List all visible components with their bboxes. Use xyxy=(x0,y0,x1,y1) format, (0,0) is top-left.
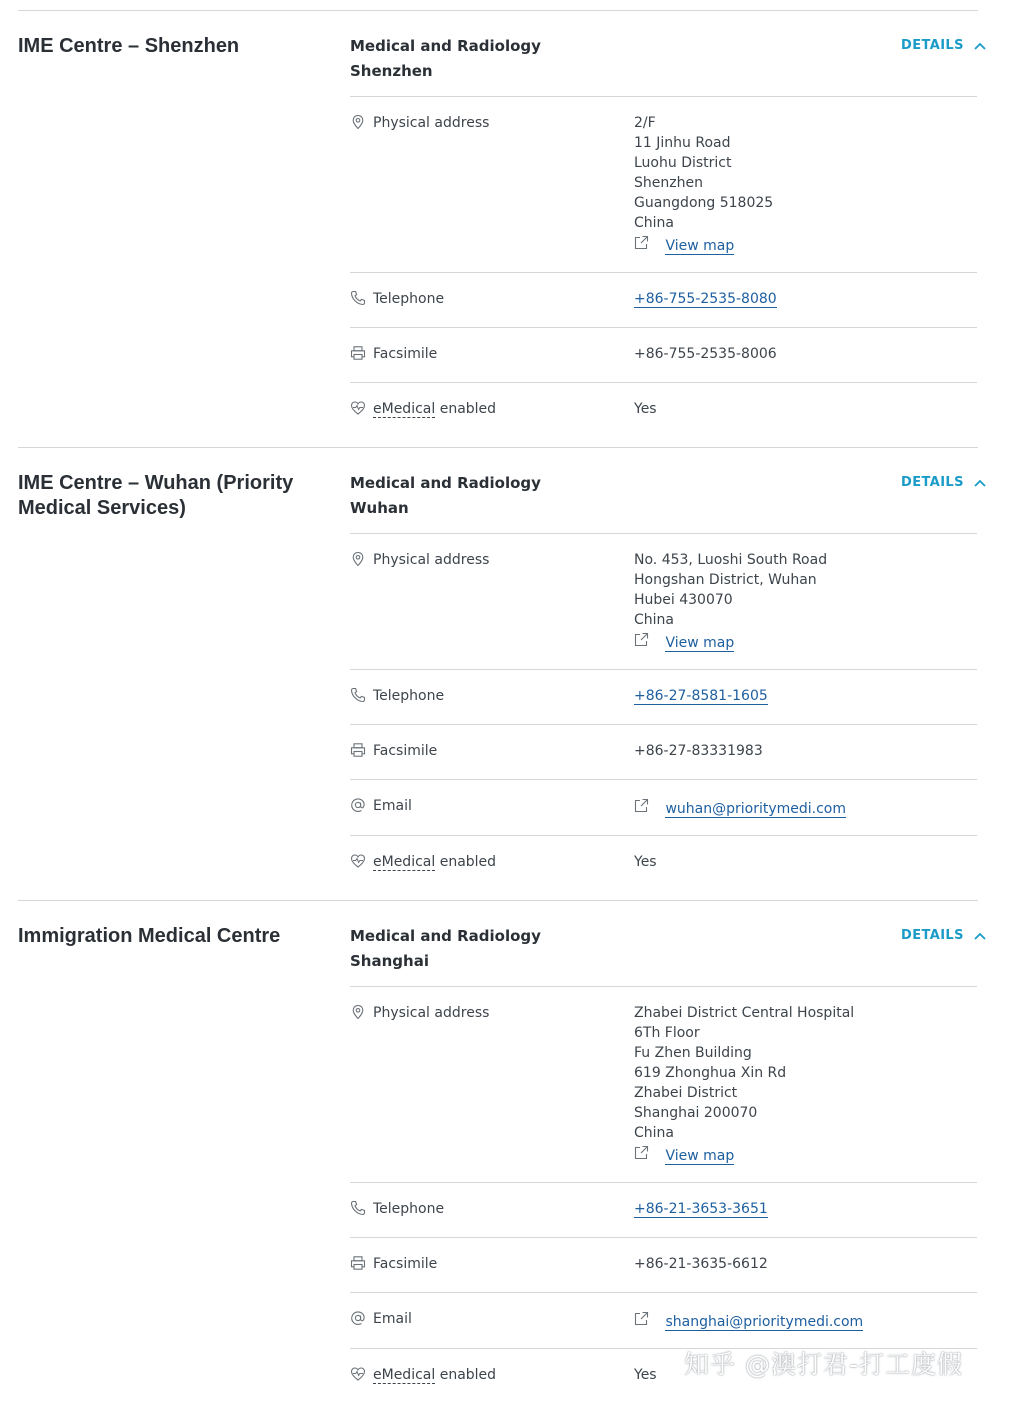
address-line: Fu Zhen Building xyxy=(634,1045,752,1061)
email-row xyxy=(350,1292,977,1348)
watermark: 知乎 @澳打君-打工度假 xyxy=(684,1350,963,1379)
address-value xyxy=(634,550,827,653)
phone-icon xyxy=(350,687,366,703)
view-map-link[interactable]: View map xyxy=(665,238,735,254)
address-line: 11 Jinhu Road xyxy=(634,135,731,151)
fax-label: Facsimile xyxy=(373,743,438,759)
printer-icon xyxy=(350,345,366,361)
address-line: China xyxy=(634,1125,674,1141)
address-line: 6Th Floor xyxy=(634,1025,700,1041)
emedical-suffix: enabled xyxy=(439,854,497,870)
address-line: Zhabei District xyxy=(634,1085,738,1101)
heart-pulse-icon xyxy=(350,400,366,416)
location-pin-icon xyxy=(350,114,366,130)
emedical-value: Yes xyxy=(634,854,657,870)
chevron-up-icon xyxy=(974,42,986,50)
address-row xyxy=(350,986,977,1182)
fax-value: +86-27-83331983 xyxy=(634,743,763,759)
email-link[interactable]: wuhan@prioritymedi.com xyxy=(665,801,846,817)
clinic-services xyxy=(350,34,650,84)
service-type: Medical and Radiology xyxy=(350,927,541,945)
clinic-divider xyxy=(18,447,978,448)
details-label: DETAILS xyxy=(901,475,964,490)
address-line: No. 453, Luoshi South Road xyxy=(634,552,828,568)
email-label: Email xyxy=(373,798,412,814)
clinic-services xyxy=(350,924,650,974)
clinic-name: IME Centre – Wuhan (Priority Medical Services) xyxy=(18,472,294,519)
emedical-abbr[interactable]: eMedical xyxy=(373,1367,436,1383)
emedical-abbr[interactable]: eMedical xyxy=(373,401,436,417)
address-line: 619 Zhonghua Xin Rd xyxy=(634,1065,787,1081)
phone-icon xyxy=(350,290,366,306)
address-row xyxy=(350,96,977,272)
address-label: Physical address xyxy=(373,115,490,131)
details-toggle-button[interactable] xyxy=(901,475,986,490)
telephone-link[interactable]: +86-755-2535-8080 xyxy=(634,291,777,307)
address-line: China xyxy=(634,612,674,628)
fax-row xyxy=(350,1237,977,1292)
emedical-suffix: enabled xyxy=(439,401,497,417)
at-sign-icon xyxy=(350,797,366,813)
fax-value: +86-21-3635-6612 xyxy=(634,1256,768,1272)
telephone-row xyxy=(350,272,977,327)
fax-label: Facsimile xyxy=(373,346,438,362)
details-toggle-button[interactable] xyxy=(901,38,986,53)
phone-icon xyxy=(350,1200,366,1216)
address-line: Luohu District xyxy=(634,155,732,171)
chevron-up-icon xyxy=(974,932,986,940)
printer-icon xyxy=(350,1255,366,1271)
clinic-divider xyxy=(18,900,978,901)
details-label: DETAILS xyxy=(901,38,964,53)
emedical-abbr[interactable]: eMedical xyxy=(373,854,436,870)
address-line: 2/F xyxy=(634,115,656,131)
emedical-value: Yes xyxy=(634,1367,657,1383)
fax-row xyxy=(350,724,977,779)
emedical-suffix: enabled xyxy=(439,1367,497,1383)
external-link-icon xyxy=(634,235,649,250)
address-value xyxy=(634,113,773,256)
address-line: Zhabei District Central Hospital xyxy=(634,1005,855,1021)
external-link-icon xyxy=(634,632,649,647)
emedical-row xyxy=(350,382,977,447)
email-row xyxy=(350,779,977,835)
clinic-name: IME Centre – Shenzhen xyxy=(18,35,240,57)
telephone-link[interactable]: +86-27-8581-1605 xyxy=(634,688,768,704)
clinic-services xyxy=(350,471,650,521)
service-type: Medical and Radiology xyxy=(350,474,541,492)
address-line: China xyxy=(634,215,674,231)
telephone-label: Telephone xyxy=(373,1201,445,1217)
address-label: Physical address xyxy=(373,1005,490,1021)
address-line: Shenzhen xyxy=(634,175,703,191)
service-city: Shanghai xyxy=(350,952,429,970)
telephone-label: Telephone xyxy=(373,688,445,704)
heart-pulse-icon xyxy=(350,1366,366,1382)
telephone-row xyxy=(350,1182,977,1237)
address-line: Hubei 430070 xyxy=(634,592,733,608)
address-label: Physical address xyxy=(373,552,490,568)
view-map-link[interactable]: View map xyxy=(665,1148,735,1164)
details-toggle-button[interactable] xyxy=(901,928,986,943)
service-type: Medical and Radiology xyxy=(350,37,541,55)
address-value xyxy=(634,1003,854,1166)
location-pin-icon xyxy=(350,1004,366,1020)
chevron-up-icon xyxy=(974,479,986,487)
emedical-value: Yes xyxy=(634,401,657,417)
emedical-row xyxy=(350,835,977,900)
service-city: Wuhan xyxy=(350,499,409,517)
at-sign-icon xyxy=(350,1310,366,1326)
top-divider xyxy=(18,10,978,11)
heart-pulse-icon xyxy=(350,853,366,869)
service-city: Shenzhen xyxy=(350,62,433,80)
fax-row xyxy=(350,327,977,382)
address-line: Shanghai 200070 xyxy=(634,1105,758,1121)
details-label: DETAILS xyxy=(901,928,964,943)
external-link-icon xyxy=(634,1145,649,1160)
location-pin-icon xyxy=(350,551,366,567)
address-line: Guangdong 518025 xyxy=(634,195,774,211)
telephone-row xyxy=(350,669,977,724)
telephone-label: Telephone xyxy=(373,291,445,307)
printer-icon xyxy=(350,742,366,758)
external-link-icon xyxy=(634,798,649,813)
fax-label: Facsimile xyxy=(373,1256,438,1272)
address-row xyxy=(350,533,977,669)
external-link-icon xyxy=(634,1311,649,1326)
telephone-link[interactable]: +86-21-3653-3651 xyxy=(634,1201,768,1217)
clinic-name: Immigration Medical Centre xyxy=(18,925,281,947)
fax-value: +86-755-2535-8006 xyxy=(634,346,777,362)
view-map-link[interactable]: View map xyxy=(665,635,735,651)
address-line: Hongshan District, Wuhan xyxy=(634,572,817,588)
email-link[interactable]: shanghai@prioritymedi.com xyxy=(665,1314,864,1330)
email-label: Email xyxy=(373,1311,412,1327)
